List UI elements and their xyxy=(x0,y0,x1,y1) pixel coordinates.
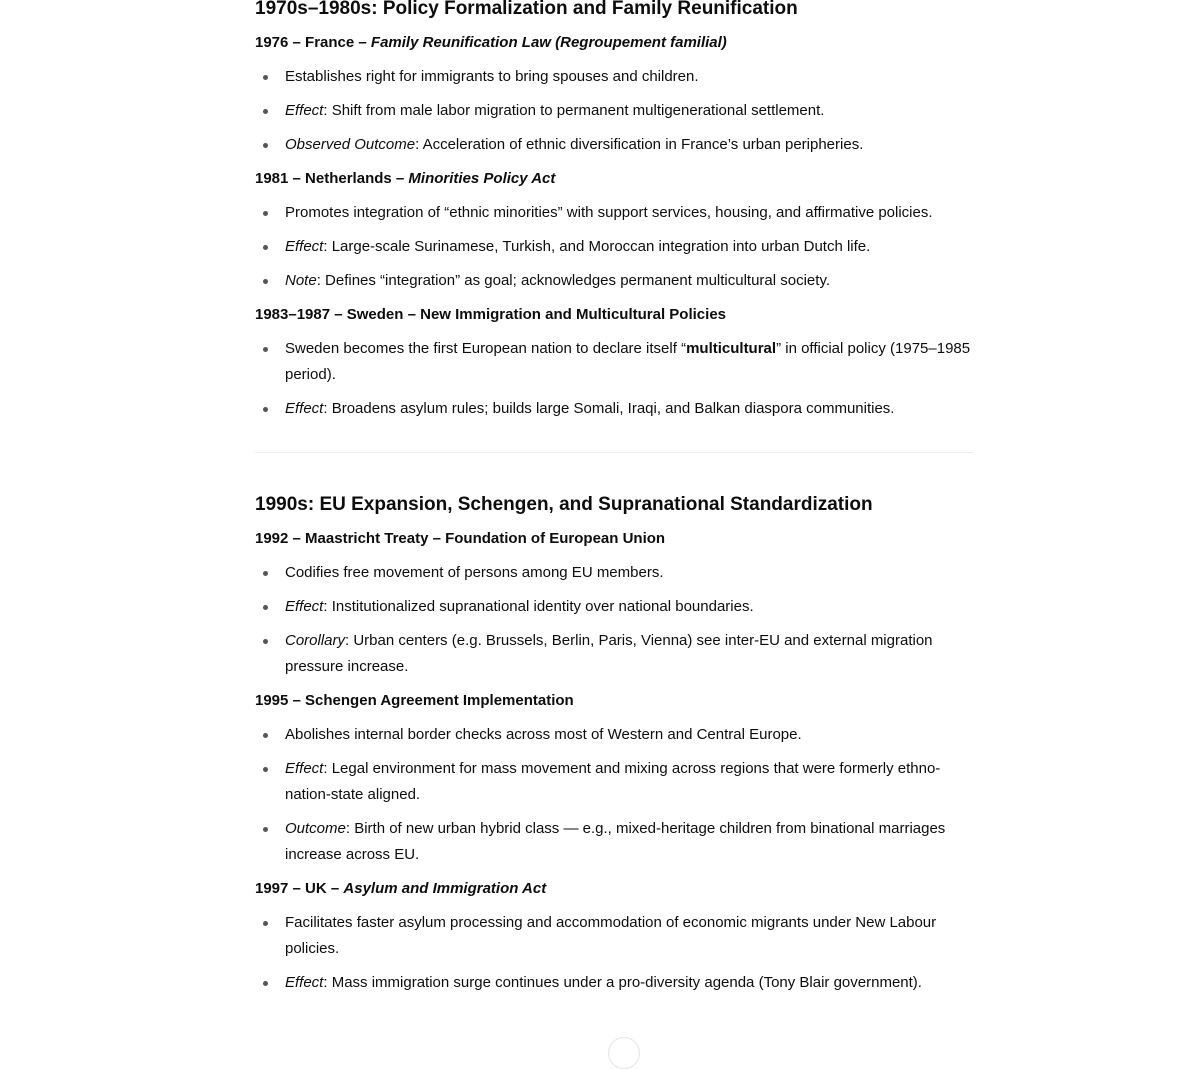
section-heading: 1970s–1980s: Policy Formalization and Family Reunification xyxy=(255,0,798,19)
bullet-list xyxy=(255,64,973,158)
text-run: : Broadens asylum rules; builds large Somali, Iraqi, and Balkan diaspora communities. xyxy=(323,400,895,417)
list-item xyxy=(255,756,973,808)
document-content xyxy=(255,0,973,1004)
entry-heading xyxy=(255,876,973,902)
text-run: Codifies free movement of persons among EU members. xyxy=(285,564,664,581)
list-item xyxy=(255,722,973,748)
bullet-list xyxy=(255,722,973,868)
bullet-list xyxy=(255,200,973,294)
text-run: : Legal environment for mass movement and mixing across regions that were formerly ethno-nation-state aligned. xyxy=(285,760,941,803)
text-run: Abolishes internal border checks across most of Western and Central Europe. xyxy=(285,726,802,743)
list-item xyxy=(255,628,973,680)
section-divider xyxy=(255,452,973,453)
list-item xyxy=(255,396,973,422)
text-run: 1992 – Maastricht Treaty – Foundation of European Union xyxy=(255,530,666,547)
list-item xyxy=(255,910,973,962)
text-run: : Birth of new urban hybrid class — e.g., mixed-heritage children from binational marriages increase across EU. xyxy=(285,820,946,863)
italic-text: Asylum and Immigration Act xyxy=(343,880,547,897)
text-run: Sweden becomes the first European nation to declare itself “ xyxy=(285,340,687,357)
italic-text: Effect xyxy=(285,400,324,417)
bullet-list xyxy=(255,336,973,422)
italic-text: Effect xyxy=(285,102,324,119)
text-run: : Mass immigration surge continues under a pro-diversity agenda (Tony Blair government). xyxy=(323,974,922,991)
text-run: : Acceleration of ethnic diversification in France’s urban peripheries. xyxy=(415,136,864,153)
text-run: ” in official policy (1975–1985 period). xyxy=(285,340,971,383)
italic-text: Effect xyxy=(285,760,324,777)
list-item xyxy=(255,816,973,868)
text-run: 1983–1987 – Sweden – New Immigration and Multicultural Policies xyxy=(255,306,726,323)
entry-heading xyxy=(255,302,973,328)
list-item xyxy=(255,98,973,124)
italic-text: Corollary xyxy=(285,632,346,649)
text-run: Facilitates faster asylum processing and accommodation of economic migrants under New Labour policies. xyxy=(285,914,937,957)
entry-heading xyxy=(255,526,973,552)
italic-text: Effect xyxy=(285,598,324,615)
entry-heading xyxy=(255,688,973,714)
text-run: 1976 – France – xyxy=(255,34,371,51)
text-run: : Large-scale Surinamese, Turkish, and Moroccan integration into urban Dutch life. xyxy=(323,238,871,255)
bullet-list xyxy=(255,560,973,680)
list-item xyxy=(255,200,973,226)
list-item xyxy=(255,560,973,586)
list-item xyxy=(255,336,973,388)
section-heading: 1990s: EU Expansion, Schengen, and Supranational Standardization xyxy=(255,494,873,515)
list-item xyxy=(255,970,973,996)
bold-text: multicultural xyxy=(686,340,777,357)
list-item xyxy=(255,594,973,620)
list-item xyxy=(255,132,973,158)
text-run: : Defines “integration” as goal; acknowledges permanent multicultural society. xyxy=(316,272,830,289)
text-run: : Shift from male labor migration to permanent multigenerational settlement. xyxy=(323,102,825,119)
text-run: Promotes integration of “ethnic minorities” with support services, housing, and affirmative policies. xyxy=(285,204,933,221)
text-run: : Urban centers (e.g. Brussels, Berlin, Paris, Vienna) see inter-EU and external migration pressure increase. xyxy=(285,632,933,675)
italic-text: Outcome xyxy=(285,820,346,837)
italic-text: Note xyxy=(285,272,317,289)
text-run: 1997 – UK – xyxy=(255,880,344,897)
italic-text: Effect xyxy=(285,238,324,255)
italic-text: Family Reunification Law (Regroupement familial) xyxy=(370,34,727,51)
text-run: Establishes right for immigrants to bring spouses and children. xyxy=(285,68,699,85)
list-item xyxy=(255,234,973,260)
list-item xyxy=(255,64,973,90)
bullet-list xyxy=(255,910,973,996)
list-item xyxy=(255,268,973,294)
italic-text: Observed Outcome xyxy=(285,136,416,153)
italic-text: Effect xyxy=(285,974,324,991)
entry-heading xyxy=(255,166,973,192)
italic-text: Minorities Policy Act xyxy=(408,170,556,187)
text-run: : Institutionalized supranational identity over national boundaries. xyxy=(323,598,754,615)
text-run: 1981 – Netherlands – xyxy=(255,170,409,187)
entry-heading xyxy=(255,30,973,56)
text-run: 1995 – Schengen Agreement Implementation xyxy=(255,692,574,709)
